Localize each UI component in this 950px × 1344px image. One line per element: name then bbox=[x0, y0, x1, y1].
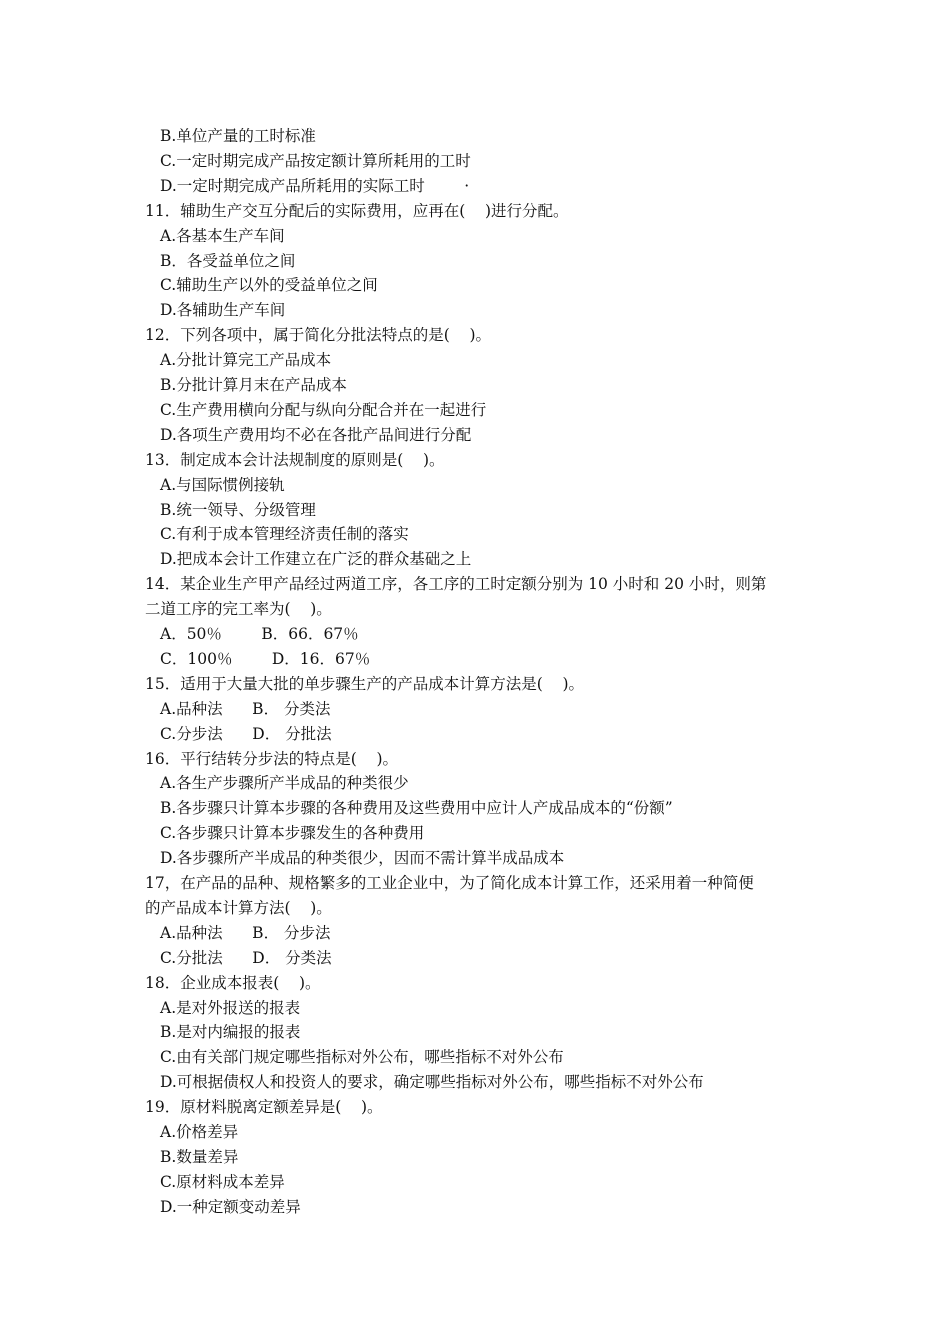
option-d: D.各项生产费用均不必在各批产品间进行分配 bbox=[160, 425, 472, 444]
option-c: C.生产费用横向分配与纵向分配合并在一起进行 bbox=[160, 400, 487, 419]
option-a: A.分批计算完工产品成本 bbox=[160, 351, 332, 370]
option-b: B．各受益单位之间 bbox=[160, 251, 296, 270]
question-13: 13．制定成本会计法规制度的原则是( )。 bbox=[145, 450, 445, 469]
option-a: A.是对外报送的报表 bbox=[160, 998, 301, 1017]
option-b: B.统一领导、分级管理 bbox=[160, 500, 316, 519]
options-a-b: A.品种法 B． 分类法 bbox=[160, 699, 331, 718]
question-14-continued: 二道工序的完工率为( )。 bbox=[145, 600, 332, 619]
option-d: D.可根据债权人和投资人的要求，确定哪些指标对外公布，哪些指标不对外公布 bbox=[160, 1073, 704, 1092]
option-c: C.各步骤只计算本步骤发生的各种费用 bbox=[160, 824, 425, 843]
option-d: D.各辅助生产车间 bbox=[160, 301, 286, 320]
option-c: C.有利于成本管理经济责任制的落实 bbox=[160, 525, 409, 544]
option-c-quota-hours: C.一定时期完成产品按定额计算所耗用的工时 bbox=[160, 151, 471, 170]
options-a-b: A．50％ B．66．67％ bbox=[160, 625, 359, 643]
option-b: B.各步骤只计算本步骤的各种费用及这些费用中应计人产成品成本的“份额” bbox=[160, 799, 673, 818]
option-a: A.各基本生产车间 bbox=[160, 226, 285, 245]
question-17: 17，在产品的品种、规格繁多的工业企业中，为了简化成本计算工作，还采用着一种简便 bbox=[145, 874, 754, 892]
option-b: B.数量差异 bbox=[160, 1147, 239, 1166]
option-b: B.分批计算月末在产品成本 bbox=[160, 376, 347, 394]
option-a: A.与国际惯例接轨 bbox=[160, 475, 285, 494]
option-d: D.一种定额变动差异 bbox=[160, 1197, 301, 1216]
question-14: 14．某企业生产甲产品经过两道工序，各工序的工时定额分别为 10 小时和 20 小时，则第 bbox=[145, 575, 767, 594]
option-a: A.各生产步骤所产半成品的种类很少 bbox=[160, 774, 409, 793]
option-b-unit-hour-standard: B.单位产量的工时标准 bbox=[160, 127, 316, 145]
options-c-d: C.分步法 D． 分批法 bbox=[160, 724, 332, 743]
options-c-d: C．100％ D．16．67％ bbox=[160, 649, 371, 668]
option-b: B.是对内编报的报表 bbox=[160, 1023, 301, 1042]
option-c: C.辅助生产以外的受益单位之间 bbox=[160, 276, 378, 295]
options-c-d: C.分批法 D． 分类法 bbox=[160, 948, 332, 967]
question-17-continued: 的产品成本计算方法( )。 bbox=[145, 898, 332, 917]
option-a: A.价格差异 bbox=[160, 1123, 239, 1141]
option-c: C.由有关部门规定哪些指标对外公布，哪些指标不对外公布 bbox=[160, 1048, 564, 1067]
question-19: 19．原材料脱离定额差异是( )。 bbox=[145, 1098, 383, 1117]
option-d-actual-hours: D.一定时期完成产品所耗用的实际工时 · bbox=[160, 176, 470, 195]
question-15: 15．适用于大量大批的单步骤生产的产品成本计算方法是( )。 bbox=[145, 674, 585, 693]
option-d: D.各步骤所产半成品的种类很少，因而不需计算半成品成本 bbox=[160, 849, 565, 868]
question-12: 12．下列各项中，属于简化分批法特点的是( )。 bbox=[145, 326, 492, 345]
option-c: C.原材料成本差异 bbox=[160, 1172, 285, 1191]
question-16: 16．平行结转分步法的特点是( )。 bbox=[145, 749, 399, 768]
options-a-b: A.品种法 B． 分步法 bbox=[160, 923, 331, 942]
option-d: D.把成本会计工作建立在广泛的群众基础之上 bbox=[160, 550, 472, 569]
question-11: 11．辅助生产交互分配后的实际费用，应再在( )进行分配。 bbox=[145, 201, 569, 220]
question-18: 18．企业成本报表( )。 bbox=[145, 973, 321, 992]
